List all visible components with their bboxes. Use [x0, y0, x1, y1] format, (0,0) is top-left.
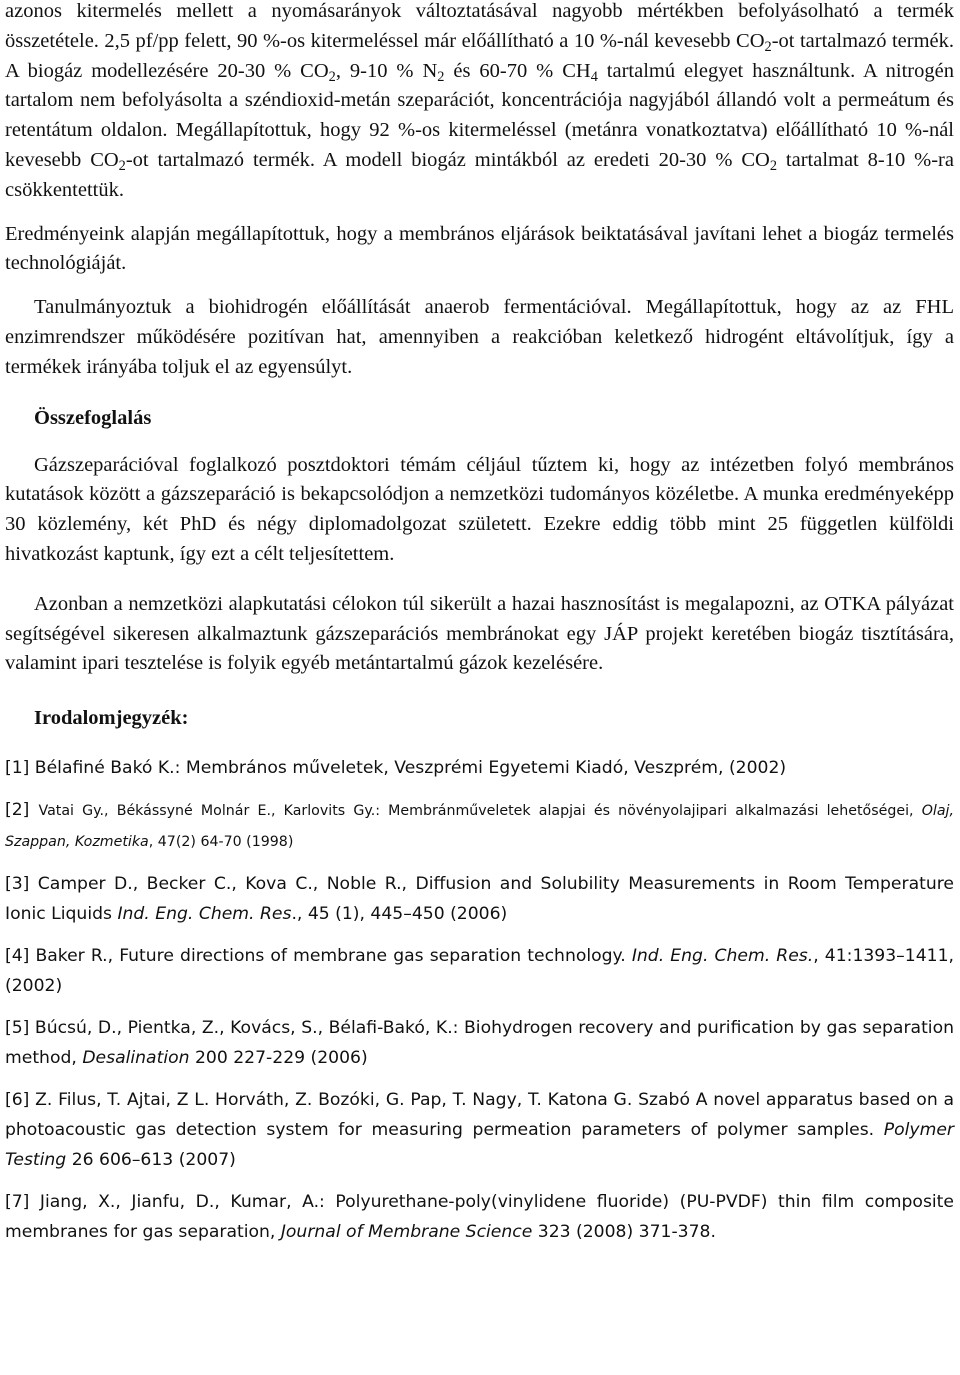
text-run: -ot tartalmazó termék. A biogáz modellezésére 20-30 % CO — [5, 29, 954, 82]
references-heading: Irodalomjegyzék: — [34, 707, 189, 730]
subscript: 4 — [590, 68, 598, 85]
paragraph-membrane-conclusion: Eredményeink alapján megállapítottuk, hogy a membrános eljárások beiktatásával javítani lehet a biogáz termelés technológiáját. — [5, 222, 954, 275]
reference-text: , 41:1393–1411, (2002) — [5, 946, 954, 997]
reference-text: [3] Camper D., Becker C., Kova C., Noble R., Diffusion and Solubility Measurements in Room Temperature Ionic Liquids — [5, 874, 954, 925]
paragraph-summary: Gázszeparációval foglalkozó posztdoktori témám céljául tűztem ki, hogy az intézetben folyó membrános kutatások között a gázszeparáció is bekapcsolódjon a nemzetközi tudományos közéletbe. A munka eredményeképp 30 közlemény, két PhD és négy diplomadolgozat született. Ezekre eddig több mint 25 független külföldi hivatkozást kaptunk, így ezt a célt teljesítettem. — [5, 453, 954, 565]
reference-item-3 — [5, 869, 954, 929]
reference-number: [2] — [5, 800, 39, 821]
text-run: azonos kitermelés mellett a nyomásarányok változtatásával nagyobb mértékben befolyásolható a termék összetétele. 2,5 pf/pp felett, 90 %-os kitermeléssel már előállítható a 10 %-nál kevesebb CO — [5, 0, 954, 52]
reference-text: Vatai Gy., Békássyné Molnár E., Karlovits Gy.: Membránműveletek alapjai és növényolajipari alkalmazási lehetőségei, — [38, 803, 922, 820]
subscript: 2 — [118, 158, 126, 175]
reference-item-4 — [5, 941, 954, 1001]
reference-text: [1] Bélafiné Bakó K.: Membrános műveletek, Veszprémi Egyetemi Kiadó, Veszprém, (2002) — [5, 758, 787, 779]
summary-heading: Összefoglalás — [34, 406, 152, 429]
reference-text: 200 227-229 (2006) — [189, 1048, 368, 1069]
reference-item-1 — [5, 753, 954, 783]
reference-journal: Polymer Testing — [5, 1120, 954, 1171]
subscript: 2 — [769, 158, 777, 175]
text-run: és 60-70 % CH — [444, 59, 591, 82]
subscript: 2 — [437, 68, 445, 85]
reference-item-6 — [5, 1085, 954, 1175]
subscript: 2 — [764, 39, 772, 56]
reference-journal: Desalination — [82, 1048, 190, 1069]
subscript: 2 — [328, 68, 336, 85]
reference-text: [7] Jiang, X., Jianfu, D., Kumar, A.: Polyurethane-poly(vinylidene fluoride) (PU-PVDF) thin film composite membranes for gas separation, — [5, 1192, 954, 1243]
paragraph-biohydrogen: Tanulmányoztuk a biohidrogén előállítását anaerob fermentációval. Megállapítottuk, hogy az az FHL enzimrendszer működésére pozitívan hat, amennyiben a reakcióban keletkező hidrogént eltávolítjuk, így a termékek irányába toljuk el az egyensúlyt. — [5, 296, 954, 378]
reference-text: [5] Búcsú, D., Pientka, Z., Kovács, S., Bélafi-Bakó, K.: Biohydrogen recovery and purification by gas separation method, — [5, 1018, 954, 1069]
reference-text: [6] Z. Filus, T. Ajtai, Z L. Horváth, Z. Bozóki, G. Pap, T. Nagy, T. Katona G. Szabó A novel apparatus based on a photoacoustic gas detection system for measuring permeation parameters of polymer samples. — [5, 1090, 954, 1141]
text-run: -ot tartalmazó termék. A modell biogáz mintákból az eredeti 20-30 % CO — [125, 148, 770, 171]
paragraph-applications: Azonban a nemzetközi alapkutatási célokon túl sikerült a hazai hasznosítást is megalapozni, az OTKA pályázat segítségével sikeresen alkalmaztunk gázszeparációs membránokat egy JÁP projekt keretében biogáz tisztítására, valamint ipari tesztelése is folyik egyéb metántartalmú gázok kezelésére. — [5, 592, 954, 675]
reference-text: 323 (2008) 371-378. — [532, 1222, 716, 1243]
reference-text: [4] Baker R., Future directions of membrane gas separation technology. — [5, 946, 632, 967]
reference-text: , 47(2) 64-70 (1998) — [148, 834, 294, 851]
text-run: , 9-10 % N — [335, 59, 438, 82]
reference-item-5 — [5, 1013, 954, 1073]
reference-text: 26 606–613 (2007) — [66, 1150, 236, 1171]
reference-journal: Ind. Eng. Chem. Res — [117, 904, 292, 925]
text-run: tartalmat 8-10 %-ra csökkentettük. — [5, 148, 954, 201]
text-run: tartalmú elegyet használtunk. A nitrogén tartalom nem befolyásolta a széndioxid-metán szeparációt, koncentrációja nagyjából állandó volt a permeátum és retentátum oldalon. Megállapítottuk, hogy 92 %-os kitermeléssel (metánra vonatkoztatva) előállítható 10 %-nál kevesebb CO — [5, 59, 954, 171]
reference-text: ., 45 (1), 445–450 (2006) — [291, 904, 508, 925]
paragraph-results-biogas — [5, 0, 954, 206]
reference-journal: Olaj, Szappan, Kozmetika — [5, 803, 954, 851]
reference-list — [5, 753, 954, 1247]
reference-item-7 — [5, 1187, 954, 1247]
reference-journal: Ind. Eng. Chem. Res. — [631, 946, 814, 967]
reference-journal: Journal of Membrane Science — [280, 1222, 533, 1243]
reference-item-2 — [5, 795, 954, 857]
